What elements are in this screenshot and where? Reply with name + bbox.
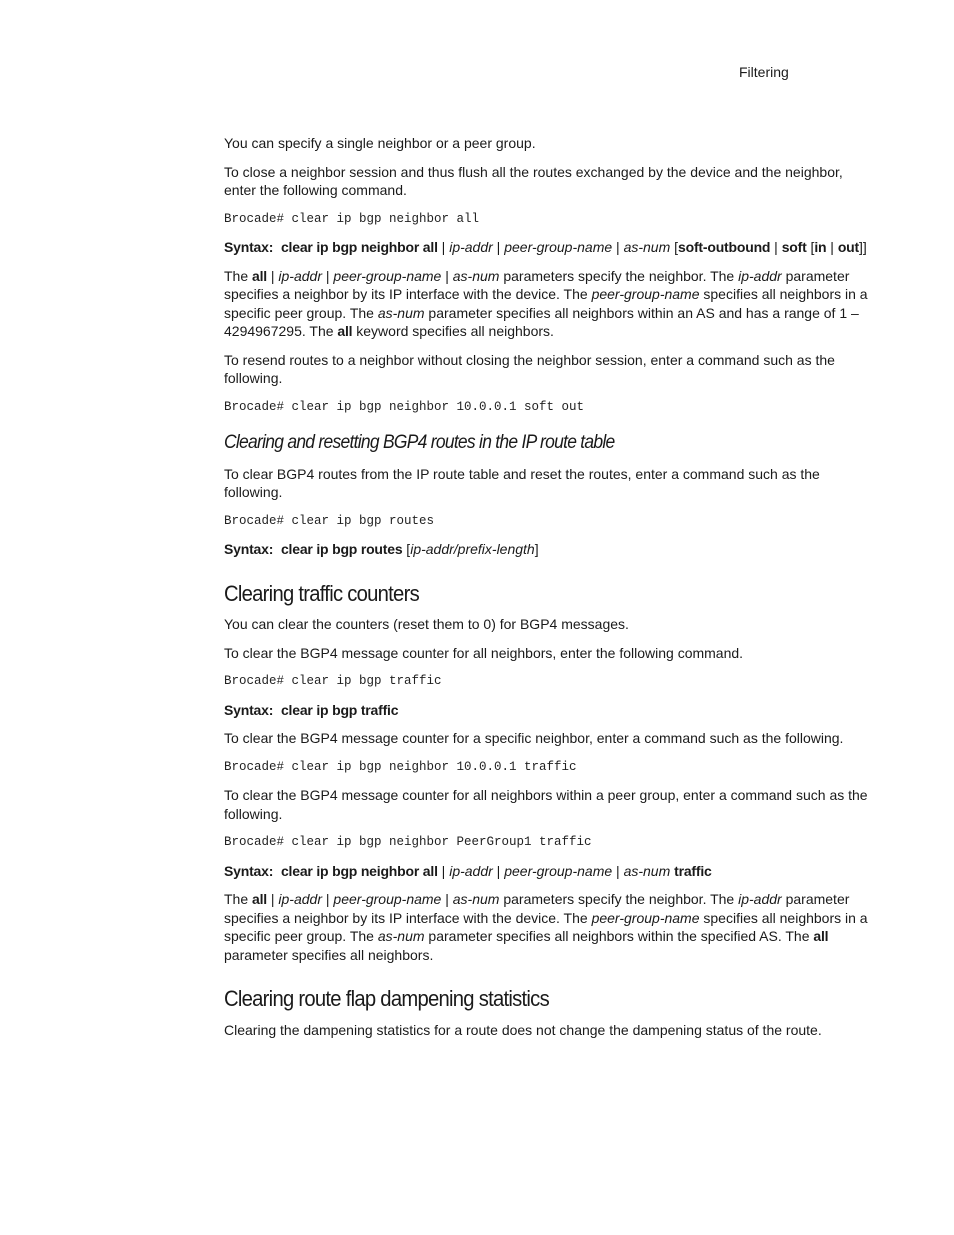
text: | xyxy=(266,267,279,284)
separator: | xyxy=(612,862,624,879)
syntax-arg: peer-group-name xyxy=(504,862,613,879)
syntax-label: Syntax: xyxy=(224,541,274,557)
keyword: all xyxy=(252,267,267,284)
separator: | xyxy=(612,239,624,255)
text: keyword specifies all neighbors. xyxy=(352,323,554,339)
text: | xyxy=(322,267,334,284)
paragraph: Clearing the dampening statistics for a route does not change the dampening status of the route. xyxy=(224,1021,822,1038)
separator: | xyxy=(826,239,838,255)
running-header: Filtering xyxy=(739,64,789,80)
syntax-line xyxy=(224,540,872,559)
bracket: ] xyxy=(534,541,539,557)
syntax-label: Syntax: xyxy=(224,862,274,879)
section-heading: Clearing route flap dampening statistics xyxy=(224,986,549,1011)
syntax-arg: ip-addr xyxy=(449,239,493,255)
syntax-arg: ip-addr/prefix-length xyxy=(410,541,535,557)
separator: | xyxy=(437,239,450,255)
syntax-arg: as-num xyxy=(623,862,671,879)
param: as-num xyxy=(452,891,500,907)
paragraph: To resend routes to a neighbor without closing the neighbor session, enter a command such as the following. xyxy=(224,351,835,386)
syntax-keyword: out xyxy=(837,239,859,255)
separator: | xyxy=(437,862,450,879)
syntax-arg: peer-group-name xyxy=(504,239,613,255)
paragraph: To close a neighbor session and thus flush all the routes exchanged by the device and the neighbor, enter the following command. xyxy=(224,163,843,198)
text: parameter specifies a neighbor by its IP interface with the device. The xyxy=(224,891,850,926)
text: | xyxy=(441,267,453,284)
paragraph: To clear the BGP4 message counter for all neighbors, enter the following command. xyxy=(224,644,744,661)
code-example: Brocade# clear ip bgp routes xyxy=(224,513,435,528)
text: specifies all neighbors in a specific peer group. The xyxy=(224,909,868,944)
paragraph xyxy=(224,267,872,341)
code-example: Brocade# clear ip bgp traffic xyxy=(224,674,442,688)
syntax-keyword: soft-outbound xyxy=(678,239,771,255)
param: peer-group-name xyxy=(591,286,700,302)
separator: | xyxy=(492,239,505,255)
bracket: ]] xyxy=(859,239,867,255)
paragraph: To clear BGP4 routes from the IP route table and reset the routes, enter a command such as the following. xyxy=(224,465,820,500)
text: parameters specify the neighbor. The xyxy=(499,267,739,284)
code-example: Brocade# clear ip bgp neighbor 10.0.0.1 soft out xyxy=(224,399,585,414)
keyword: all xyxy=(813,928,829,944)
param: peer-group-name xyxy=(333,267,442,284)
separator: | xyxy=(492,862,505,879)
syntax-command: clear ip bgp traffic xyxy=(280,701,399,718)
text: specifies all neighbors in a specific peer group. The xyxy=(224,286,868,321)
paragraph: You can specify a single neighbor or a peer group. xyxy=(224,135,536,151)
syntax-line xyxy=(224,238,872,257)
text: | xyxy=(322,891,334,907)
syntax-keyword: traffic xyxy=(674,862,712,879)
text: The xyxy=(224,267,253,284)
bracket: [ xyxy=(670,239,679,255)
param: peer-group-name xyxy=(333,891,442,907)
code-example: Brocade# clear ip bgp neighbor 10.0.0.1 traffic xyxy=(224,759,577,774)
text: The xyxy=(224,891,253,907)
section-heading: Clearing traffic counters xyxy=(224,580,419,606)
paragraph: To clear the BGP4 message counter for all neighbors within a peer group, enter a command such as the following. xyxy=(224,787,868,822)
text: parameters specify the neighbor. The xyxy=(499,891,739,907)
keyword: all xyxy=(252,891,267,907)
page-content xyxy=(224,134,872,1049)
separator: | xyxy=(770,239,782,255)
subsection-heading: Clearing and resetting BGP4 routes in the IP route table xyxy=(224,432,615,453)
syntax-label: Syntax: xyxy=(224,239,274,255)
text: parameter specifies a neighbor by its IP interface with the device. The xyxy=(224,267,850,302)
syntax-keyword: soft xyxy=(781,239,807,255)
param: ip-addr xyxy=(278,891,322,907)
param: peer-group-name xyxy=(591,909,700,926)
code-example: Brocade# clear ip bgp neighbor all xyxy=(224,211,480,226)
text: parameter specifies all neighbors within an AS and has a range of 1 – 4294967295. The xyxy=(224,304,859,339)
syntax-arg: as-num xyxy=(623,239,671,255)
param: ip-addr xyxy=(738,891,782,907)
syntax-command: clear ip bgp neighbor all xyxy=(280,862,438,879)
syntax-keyword: in xyxy=(814,239,827,255)
syntax-label: Syntax: xyxy=(224,701,274,718)
bracket: [ xyxy=(806,239,815,255)
paragraph: To clear the BGP4 message counter for a specific neighbor, enter a command such as the following. xyxy=(224,730,844,746)
paragraph xyxy=(224,890,872,964)
text: parameter specifies all neighbors. xyxy=(224,946,434,963)
param: as-num xyxy=(377,304,425,321)
syntax-arg: ip-addr xyxy=(449,862,493,879)
param: as-num xyxy=(452,267,500,284)
syntax-command: clear ip bgp neighbor all xyxy=(280,239,438,255)
bracket: [ xyxy=(402,541,411,557)
param: ip-addr xyxy=(278,267,322,284)
keyword: all xyxy=(337,323,353,339)
text: | xyxy=(441,891,453,907)
syntax-command: clear ip bgp routes xyxy=(280,541,403,557)
code-example: Brocade# clear ip bgp neighbor PeerGroup1 traffic xyxy=(224,835,592,849)
text: | xyxy=(266,891,279,907)
text: parameter specifies all neighbors within the specified AS. The xyxy=(424,928,814,944)
param: ip-addr xyxy=(738,267,782,284)
syntax-line xyxy=(224,862,872,881)
paragraph: You can clear the counters (reset them to 0) for BGP4 messages. xyxy=(224,616,629,632)
param: as-num xyxy=(377,928,425,944)
syntax-line xyxy=(224,701,872,720)
